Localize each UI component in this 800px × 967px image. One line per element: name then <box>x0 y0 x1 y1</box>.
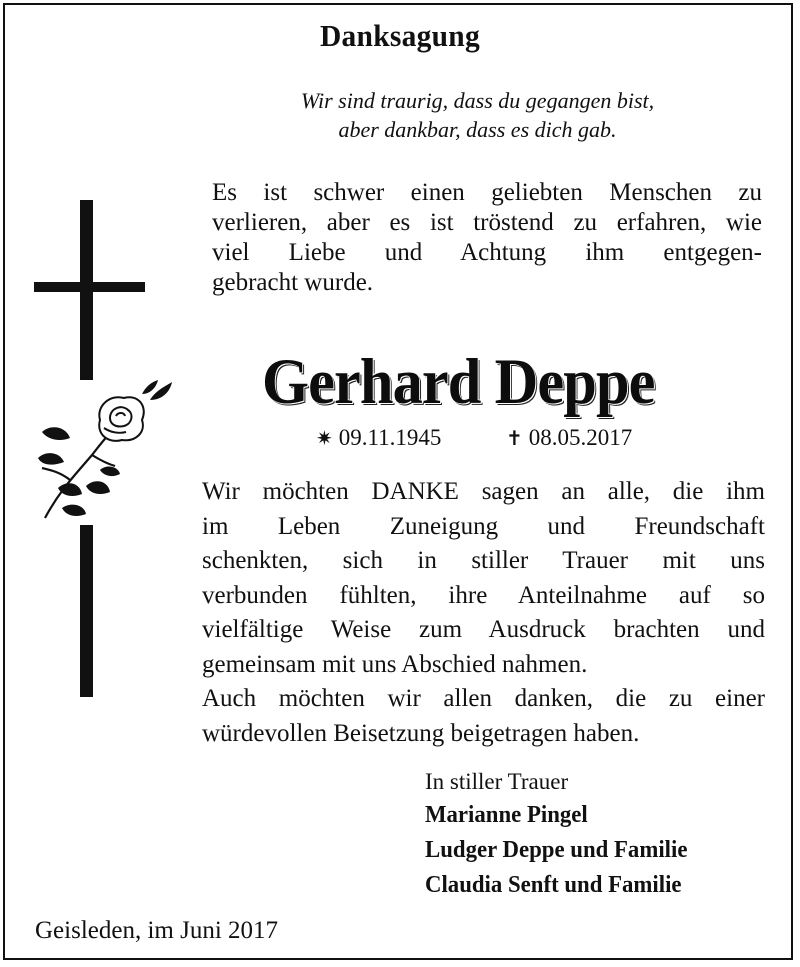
thanks-line: gemeinsam mit uns Abschied nahmen. <box>202 650 588 678</box>
deceased-name: Gerhard Deppe <box>262 346 655 418</box>
thanks-line: vielfältige Weise zum Ausdruck brachten und <box>202 616 765 643</box>
motto-line: aber dankbar, dass es dich gab. <box>338 117 617 142</box>
rose-icon <box>30 380 180 525</box>
large-cross-bar <box>34 282 145 292</box>
thanks-line: Auch möchten wir allen danken, die zu einer <box>202 685 765 712</box>
thanks-line: würdevollen Beisetzung beigetragen haben. <box>202 719 640 747</box>
place-date: Geisleden, im Juni 2017 <box>35 917 279 944</box>
intro-text <box>212 178 762 298</box>
motto-line: Wir sind traurig, dass du gegangen bist, <box>300 88 655 113</box>
page-title: Danksagung <box>319 18 480 53</box>
intro-line: viel Liebe und Achtung ihm entgegen- <box>212 239 762 266</box>
family-member: Marianne Pingel <box>425 802 588 828</box>
birth-date-row <box>316 425 441 451</box>
thanks-line: verbunden fühlten, ihre Anteilnahme auf so <box>202 581 765 609</box>
family-member: Ludger Deppe und Familie <box>425 837 688 863</box>
birth-date: 09.11.1945 <box>338 425 442 450</box>
star-icon: ✷ <box>316 428 333 450</box>
thanks-text <box>202 475 765 751</box>
intro-line: verlieren, aber es ist tröstend zu erfahren, wie <box>212 209 762 236</box>
mourning-label: In stiller Trauer <box>425 769 569 794</box>
thanks-line: schenkten, sich in stiller Trauer mit uns <box>202 547 765 574</box>
motto <box>0 86 800 144</box>
death-date-row <box>506 425 632 451</box>
intro-line: gebracht wurde. <box>212 269 374 296</box>
death-date: 08.05.2017 <box>528 425 633 450</box>
cross-icon: ✝ <box>506 428 523 450</box>
family-member: Claudia Senft und Familie <box>425 872 682 898</box>
intro-line: Es ist schwer einen geliebten Menschen zu <box>212 179 762 206</box>
thanks-line: Wir möchten DANKE sagen an alle, die ihm <box>202 478 765 505</box>
thanks-line: im Leben Zuneigung und Freundschaft <box>202 512 765 540</box>
